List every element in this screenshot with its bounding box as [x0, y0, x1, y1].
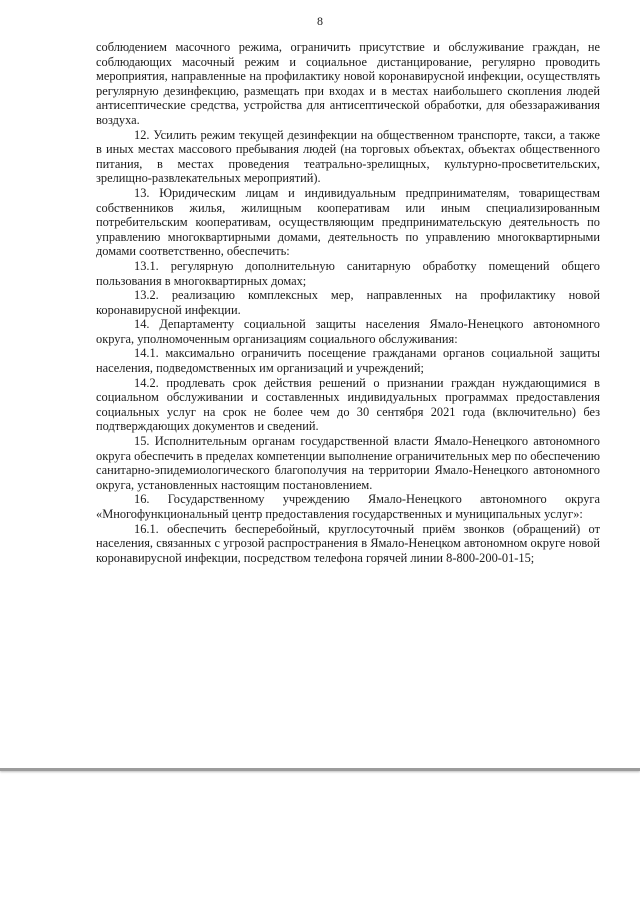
paragraph-13-2: 13.2. реализацию комплексных мер, направленных на профилактику новой коронавирусной инфекции.	[96, 288, 600, 317]
paragraph-16-1: 16.1. обеспечить бесперебойный, круглосуточный приём звонков (обращений) от населения, связанных с угрозой распространения в Ямало-Ненецком автономном округе новой коронавирусной инфекции, посредством телефона горячей линии 8-800-200-01-15;	[96, 521, 600, 565]
paragraph-13-1: 13.1. регулярную дополнительную санитарную обработку помещений общего пользования в многоквартирных домах;	[96, 258, 600, 288]
paragraph-14-2: 14.2. продлевать срок действия решений о признании граждан нуждающимися в социальном обслуживании и составленных индивидуальных программах предоставления социальных услуг на срок не более чем до 30 сентября 2021 года (включительно) без подтверждающих документов и сведений.	[96, 375, 600, 434]
paragraph-14-1: 14.1. максимально ограничить посещение гражданами органов социальной защиты населения, подведомственных им организаций и учреждений;	[96, 346, 600, 376]
paragraph-12: 12. Усилить режим текущей дезинфекции на общественном транспорте, такси, а также в иных местах массового пребывания людей (на торговых объектах, объектах общественного питания, в местах проведения театрально-зрелищных, культурно-просветительских, зрелищно-развлекательных мероприятий).	[96, 127, 600, 186]
paragraph-14: 14. Департаменту социальной защиты населения Ямало-Ненецкого автономного округа, уполномоченным организациям социального обслуживания:	[96, 317, 600, 346]
page-number: 8	[317, 14, 323, 28]
paragraph-13: 13. Юридическим лицам и индивидуальным предпринимателям, товариществам собственников жилья, жилищным кооперативам или иным специализированным потребительским кооперативам, осуществляющим предпринимательскую деятельность по управлению многоквартирными домами, деятельность по управлению многоквартирными домами соответственно, обеспечить:	[96, 185, 600, 259]
document-body	[96, 40, 600, 565]
paragraph-continuation: соблюдением масочного режима, ограничить присутствие и обслуживание граждан, не соблюдающих масочный режим и социальное дистанцирование, регулярно проводить мероприятия, направленные на профилактику новой коронавирусной инфекции, осуществлять регулярную дезинфекцию, размещать при входах и в местах наибольшего скопления людей антисептические средства, устройства для антисептической обработки, для обеззараживания воздуха.	[96, 40, 600, 127]
paragraph-16: 16. Государственному учреждению Ямало-Ненецкого автономного округа «Многофункциональный центр предоставления государственных и муниципальных услуг»:	[96, 492, 600, 521]
paragraph-15: 15. Исполнительным органам государственной власти Ямало-Ненецкого автономного округа обеспечить в пределах компетенции выполнение ограничительных мер по обеспечению санитарно-эпидемиологического благополучия на территории Ямало-Ненецкого автономного округа, установленных настоящим постановлением.	[96, 434, 600, 492]
